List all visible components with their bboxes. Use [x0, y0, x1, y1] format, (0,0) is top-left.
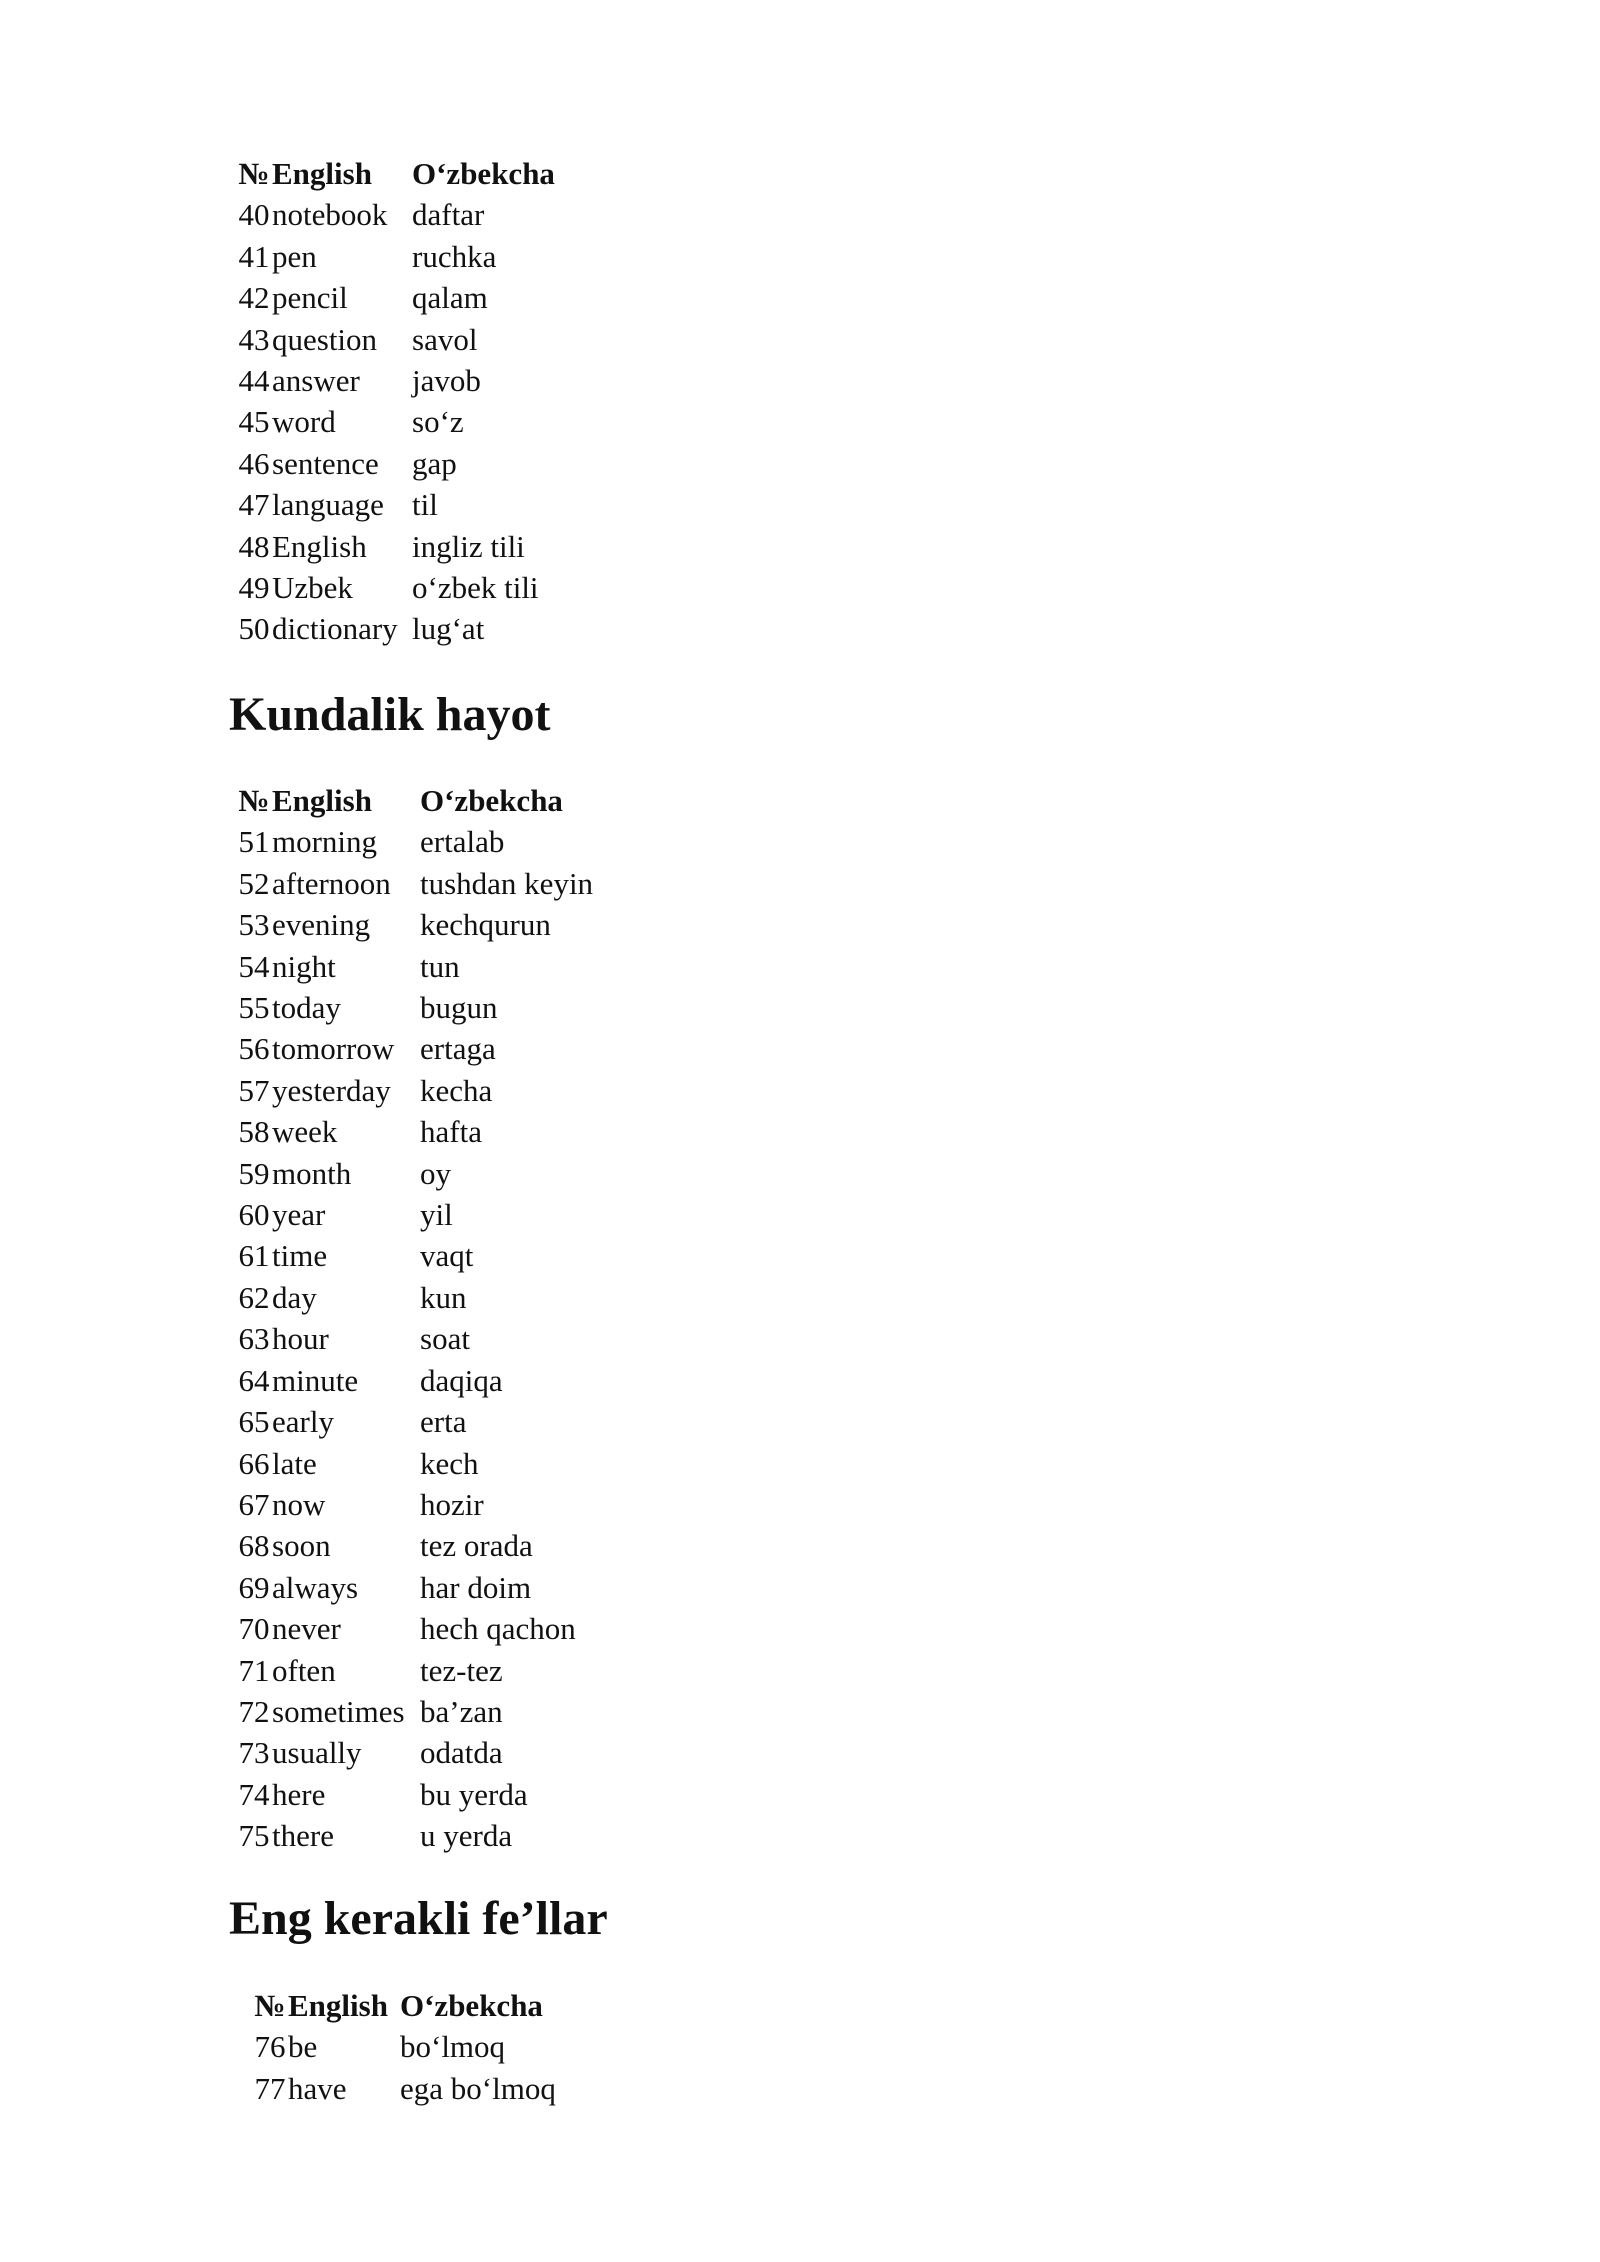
row-uzbek-word: ba’zan	[420, 1693, 503, 1729]
table-row	[236, 1070, 593, 1111]
row-english-word: pen	[272, 238, 317, 274]
row-english-word: yesterday	[272, 1072, 391, 1108]
row-number: 40	[238, 197, 270, 233]
row-english-word: week	[272, 1114, 338, 1150]
table-row	[236, 1815, 593, 1856]
row-english-word: question	[272, 321, 378, 357]
row-uzbek-word: hech qachon	[420, 1611, 576, 1647]
row-number: 57	[238, 1072, 270, 1108]
row-english-word: year	[272, 1197, 326, 1233]
row-number: 60	[238, 1197, 270, 1233]
row-number: 42	[238, 280, 270, 316]
table-row	[236, 484, 555, 525]
row-number: 71	[238, 1652, 270, 1688]
row-number: 76	[254, 2029, 286, 2065]
table-row	[252, 2068, 556, 2109]
row-english-word: dictionary	[272, 611, 398, 647]
row-uzbek-word: daftar	[412, 197, 485, 233]
row-english-word: English	[272, 528, 367, 564]
row-uzbek-word: qalam	[412, 280, 488, 316]
row-english-word: often	[272, 1652, 336, 1688]
row-english-word: early	[272, 1404, 334, 1440]
row-english-word: late	[272, 1445, 317, 1481]
row-number: 74	[238, 1776, 270, 1812]
row-number: 46	[238, 445, 270, 481]
table-row	[236, 946, 593, 987]
table-header-row	[236, 153, 555, 194]
row-english-word: have	[288, 2070, 347, 2106]
row-number: 64	[238, 1362, 270, 1398]
table-row	[236, 863, 593, 904]
header-uzbek: O‘zbekcha	[400, 1988, 543, 2023]
table-row	[236, 1277, 593, 1318]
header-english: English	[272, 783, 372, 818]
row-number: 49	[238, 570, 270, 606]
row-number: 62	[238, 1279, 270, 1315]
row-uzbek-word: bo‘lmoq	[400, 2029, 506, 2065]
row-english-word: sentence	[272, 445, 379, 481]
table-row	[236, 1650, 593, 1691]
table-row	[236, 1028, 593, 1069]
row-number: 53	[238, 907, 270, 943]
vocab-table-daily-life	[236, 780, 593, 1857]
header-number: №	[238, 156, 270, 191]
row-number: 44	[238, 363, 270, 399]
row-number: 58	[238, 1114, 270, 1150]
table-row	[236, 1691, 593, 1732]
row-number: 77	[254, 2070, 286, 2106]
row-uzbek-word: lug‘at	[412, 611, 485, 647]
row-uzbek-word: ertalab	[420, 824, 505, 860]
table-row	[236, 360, 555, 401]
table-row	[236, 1443, 593, 1484]
vocab-table-verbs	[252, 1985, 556, 2109]
row-number: 54	[238, 948, 270, 984]
row-uzbek-word: bu yerda	[420, 1776, 528, 1812]
header-uzbek: O‘zbekcha	[412, 156, 555, 191]
vocab-table-school	[236, 153, 555, 650]
row-english-word: here	[272, 1776, 326, 1812]
row-uzbek-word: daqiqa	[420, 1362, 503, 1398]
row-uzbek-word: til	[412, 487, 438, 523]
table-row	[236, 1153, 593, 1194]
row-uzbek-word: javob	[412, 363, 481, 399]
row-uzbek-word: tez-tez	[420, 1652, 503, 1688]
table-row	[236, 1774, 593, 1815]
table-body	[236, 194, 555, 649]
row-uzbek-word: tushdan keyin	[420, 865, 594, 901]
row-english-word: usually	[272, 1735, 362, 1771]
row-uzbek-word: ega bo‘lmoq	[400, 2070, 556, 2106]
row-number: 61	[238, 1238, 270, 1274]
row-uzbek-word: ruchka	[412, 238, 497, 274]
row-uzbek-word: oy	[420, 1155, 451, 1191]
table-row	[236, 904, 593, 945]
row-number: 52	[238, 865, 270, 901]
table-row	[236, 987, 593, 1028]
row-english-word: word	[272, 404, 336, 440]
table-row	[236, 1608, 593, 1649]
row-english-word: sometimes	[272, 1693, 405, 1729]
row-uzbek-word: kecha	[420, 1072, 493, 1108]
table-row	[252, 2026, 556, 2067]
table-row	[236, 277, 555, 318]
row-uzbek-word: har doim	[420, 1569, 532, 1605]
row-english-word: soon	[272, 1528, 331, 1564]
row-english-word: evening	[272, 907, 371, 943]
row-number: 69	[238, 1569, 270, 1605]
row-english-word: there	[272, 1818, 334, 1854]
row-english-word: language	[272, 487, 384, 523]
row-uzbek-word: ingliz tili	[412, 528, 525, 564]
table-header-row	[236, 780, 593, 821]
row-number: 56	[238, 1031, 270, 1067]
row-number: 41	[238, 238, 270, 274]
table-row	[236, 1360, 593, 1401]
row-uzbek-word: erta	[420, 1404, 467, 1440]
row-english-word: night	[272, 948, 336, 984]
header-number: №	[238, 783, 270, 818]
row-english-word: never	[272, 1611, 341, 1647]
table-row	[236, 1401, 593, 1442]
row-number: 63	[238, 1321, 270, 1357]
table-body	[236, 821, 593, 1856]
table-row	[236, 401, 555, 442]
table-row	[236, 236, 555, 277]
table-row	[236, 1567, 593, 1608]
row-uzbek-word: soat	[420, 1321, 470, 1357]
row-english-word: answer	[272, 363, 360, 399]
row-number: 55	[238, 990, 270, 1026]
table-row	[236, 443, 555, 484]
row-english-word: afternoon	[272, 865, 391, 901]
row-number: 72	[238, 1693, 270, 1729]
row-english-word: always	[272, 1569, 359, 1605]
header-number: №	[254, 1988, 286, 2023]
row-uzbek-word: tun	[420, 948, 460, 984]
row-english-word: morning	[272, 824, 378, 860]
row-uzbek-word: tez orada	[420, 1528, 533, 1564]
row-uzbek-word: so‘z	[412, 404, 464, 440]
table-row	[236, 1111, 593, 1152]
row-uzbek-word: kun	[420, 1279, 467, 1315]
row-uzbek-word: hafta	[420, 1114, 482, 1150]
row-number: 59	[238, 1155, 270, 1191]
row-number: 48	[238, 528, 270, 564]
row-number: 47	[238, 487, 270, 523]
row-english-word: now	[272, 1486, 326, 1522]
row-uzbek-word: savol	[412, 321, 478, 357]
row-english-word: pencil	[272, 280, 348, 316]
table-row	[236, 1484, 593, 1525]
table-row	[236, 319, 555, 360]
row-uzbek-word: vaqt	[420, 1238, 474, 1274]
row-uzbek-word: hozir	[420, 1486, 484, 1522]
table-row	[236, 1525, 593, 1566]
row-uzbek-word: odatda	[420, 1735, 503, 1771]
header-uzbek: O‘zbekcha	[420, 783, 563, 818]
table-row	[236, 1194, 593, 1235]
row-number: 70	[238, 1611, 270, 1647]
row-number: 67	[238, 1486, 270, 1522]
table-header-row	[252, 1985, 556, 2026]
row-english-word: day	[272, 1279, 317, 1315]
row-english-word: today	[272, 990, 341, 1026]
row-number: 75	[238, 1818, 270, 1854]
row-number: 51	[238, 824, 270, 860]
row-english-word: notebook	[272, 197, 388, 233]
row-number: 73	[238, 1735, 270, 1771]
row-english-word: time	[272, 1238, 328, 1274]
table-row	[236, 567, 555, 608]
table-body	[252, 2026, 556, 2109]
row-number: 65	[238, 1404, 270, 1440]
row-english-word: tomorrow	[272, 1031, 395, 1067]
table-row	[236, 1235, 593, 1276]
row-uzbek-word: yil	[420, 1197, 453, 1233]
table-row	[236, 1732, 593, 1773]
row-uzbek-word: kech	[420, 1445, 479, 1481]
row-uzbek-word: ertaga	[420, 1031, 496, 1067]
row-number: 50	[238, 611, 270, 647]
row-uzbek-word: kechqurun	[420, 907, 551, 943]
row-number: 43	[238, 321, 270, 357]
table-row	[236, 194, 555, 235]
header-english: English	[272, 156, 372, 191]
row-number: 68	[238, 1528, 270, 1564]
section-title-verbs: Eng kerakli fe’llar	[229, 1892, 608, 1945]
row-english-word: Uzbek	[272, 570, 353, 606]
table-row	[236, 1318, 593, 1359]
row-number: 66	[238, 1445, 270, 1481]
row-uzbek-word: o‘zbek tili	[412, 570, 539, 606]
table-row	[236, 821, 593, 862]
section-title-daily-life: Kundalik hayot	[229, 688, 551, 741]
row-uzbek-word: gap	[412, 445, 457, 481]
row-english-word: minute	[272, 1362, 359, 1398]
header-english: English	[288, 1988, 388, 2023]
row-english-word: month	[272, 1155, 352, 1191]
row-english-word: be	[288, 2029, 318, 2065]
row-uzbek-word: bugun	[420, 990, 498, 1026]
table-row	[236, 526, 555, 567]
row-english-word: hour	[272, 1321, 329, 1357]
row-number: 45	[238, 404, 270, 440]
table-row	[236, 608, 555, 649]
row-uzbek-word: u yerda	[420, 1818, 513, 1854]
